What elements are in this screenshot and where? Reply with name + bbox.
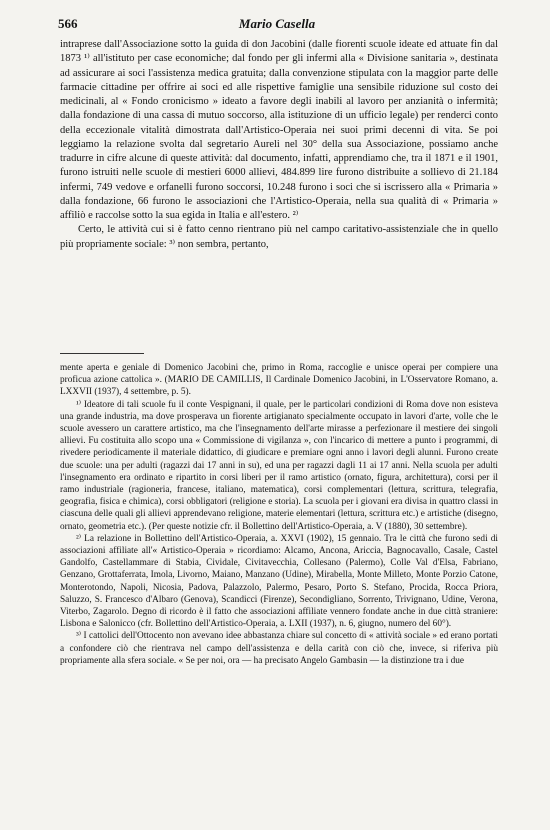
running-head: Mario Casella — [238, 16, 316, 31]
body-paragraph: intraprese dall'Associazione sotto la guida di don Jacobini (dalle fiorenti scuole ideate ed attuate fin dal 1873 ¹⁾ all'istituto per case economiche; dal fondo per gli infermi alla « Divisione sanitaria », destinata ad assicurare ai soci l'assistenza medica gratuita; dalla convenzione stipulata con la maggior parte delle farmacie cittadine per offrire ai soci ed alle rispettive famiglie una sensibile riduzione sul costo dei medicinali, al « Fondo cronicismo » ideato a favore degli inabili al lavoro per anzianità o infermità; dalla fondazione di una cassa di mutuo soccorso, alla istituzione di un ufficio legale) per renderci conto della eccezionale vitalità dimostrata dall'Artistico-Operaia nei suoi primi decenni di vita. Se poi leggiamo la relazione svolta dal segretario Aureli nel 30° della sua Associazione, possiamo anche tradurre in cifre alcune di queste attività: dal documento, infatti, apprendiamo che, tra il 1871 e il 1901, furono istruiti nelle scuole di mestieri 6000 allievi, 484.899 lire furono distribuite a sollievo di 21.184 infermi, 749 vedove e orfanelli furono soccorsi, 10.248 furono i soci che si iscrissero alla « Primaria » dalla fondazione, 66 furono le associazioni che l'Artistico-Operaia, nella sua qualità di « Primaria » affiliò e raccolse sotto la sua egida in Italia e all'estero. ²⁾ — [60, 39, 498, 221]
footnote-3: ³⁾ I cattolici dell'Ottocento non avevano idee abbastanza chiare sul concetto di « attività sociale » ed erano portati a confondere ciò che rientrava nel campo dell'assistenza e della carità con ciò che, invece, si riferiva più propriamente alla sfera sociale. « Se per noi, ora — ha precisato Angelo Gambasin — la distinzione tra i due — [60, 631, 498, 666]
footnote-1: ¹⁾ Ideatore di tali scuole fu il conte Vespignani, il quale, per le particolari condizioni di Roma dove non esisteva una grande industria, ma dove prosperava un fiorente artigianato specialmente occupato in lavori d'arte, volle che le scuole avessero un carattere artistico, ma che l'insegnamento dell'arte mirasse a perfezionare il mestiere dei singoli allievi. Fu costituita allo scopo una « Commissione di vigilanza », con l'incarico di mettere a punto i programmi, di rivedere periodicamente il materiale didattico, di giudicare e premiare ogni anno i lavori degli alunni. Furono create due scuole: una per adulti (ragazzi dai 17 anni in su), ed una per ragazzi dagli 11 ai 17 anni. Nella scuola per adulti l'insegnamento era ordinato e ripartito in corsi liberi per il ramo artistico (ornato, figura, architettura), corsi per il ramo industriale (ragioneria, francese, italiano, matematica), corsi complementari (lettura, scrittura, telegrafia, geografia, fisica e chimica), corsi obbligatori (religione e storia). La scuola per i giovani era divisa in quattro classi in ciascuna delle quali gli allievi apprendevano religione, materie elementari (lettura, scrittura etc.) e artistiche (disegno, ornato, geometria etc.). (Per queste notizie cfr. il Bollettino dell'Artistico-Operaia, a. V (1880), 30 settembre). — [60, 399, 498, 532]
footnote-2: ²⁾ La relazione in Bollettino dell'Artistico-Operaia, a. XXVI (1902), 15 gennaio. Tra le città che furono sedi di associazioni affiliate all'« Artistico-Operaia » ricordiamo: Alcamo, Ancona, Ariccia, Bagnocavallo, Casale, Castel Gandolfo, Castellammare di Stabia, Cividale, Civitavecchia, Collesano (Palermo), Colle Val d'Elsa, Fabriano, Genzano, Grottaferrata, Imola, Livorno, Maiano, Manzano (Udine), Mirabella, Monte Milleto, Monte Porzio Catone, Monterotondo, Napoli, Nicosia, Padova, Palazzolo, Palermo, Pesaro, Porto S. Stefano, Procida, Rocca Priora, Saluzzo, S. Francesco d'Albaro (Genova), Scandicci (Firenze), Secondigliano, Sorrento, Trivignano, Udine, Verona, Viterbo, Zagarolo. Degno di ricordo è il fatto che associazioni affiliate vennero fondate anche in due città straniere: Lisbona e Salonicco (cfr. Bollettino dell'Artistico-Operaia, a. LXII (1937), n. 6, giugno, numero del 60°). — [60, 533, 498, 630]
footnotes — [60, 362, 498, 667]
page-header — [58, 16, 496, 36]
footnote-continuation: mente aperta e geniale di Domenico Jacobini che, primo in Roma, raccoglie e unisce operai per compiere una proficua azione cattolica ». (MARIO DE CAMILLIS, Il Cardinale Domenico Jacobini, in L'Osservatore Romano, a. LXXVII (1937), 4 settembre, p. 5). — [60, 363, 498, 398]
page-number: 566 — [58, 16, 78, 31]
body-paragraph: Certo, le attività cui si è fatto cenno rientrano più nel campo caritativo-assistenziale che in quello più propriamente sociale: ³⁾ non sembra, pertanto, — [60, 224, 498, 250]
main-text — [60, 38, 498, 252]
footnote-separator — [60, 353, 144, 354]
